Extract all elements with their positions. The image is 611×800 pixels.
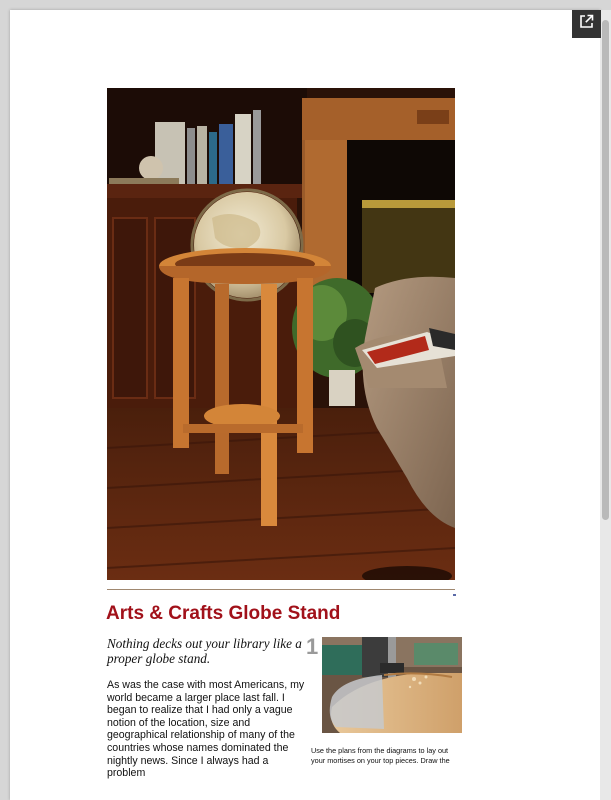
section-divider xyxy=(107,589,455,590)
step-caption: Use the plans from the diagrams to lay out your mortises on your top pieces. Draw the xyxy=(311,746,450,765)
scrollbar-thumb[interactable] xyxy=(602,20,609,520)
mortise-layout-photo xyxy=(322,637,462,733)
open-in-new-window-icon xyxy=(579,14,594,34)
vertical-scrollbar[interactable] xyxy=(600,10,611,800)
divider-marker xyxy=(453,594,456,596)
step-number: 1 xyxy=(306,634,319,659)
popout-button[interactable] xyxy=(572,10,601,38)
article-title: Arts & Crafts Globe Stand xyxy=(106,603,341,624)
article-body: As was the case with most Americans, my world became a larger place last fall. I began to realize that I had only a vague notion of the location, size and geographical relationship of many of the countries whose names dominated the nightly news. Since I always had a problem xyxy=(107,679,305,780)
globe-stand-photo xyxy=(107,88,455,580)
article-lede: Nothing decks out your library like a proper globe stand. xyxy=(107,636,302,666)
